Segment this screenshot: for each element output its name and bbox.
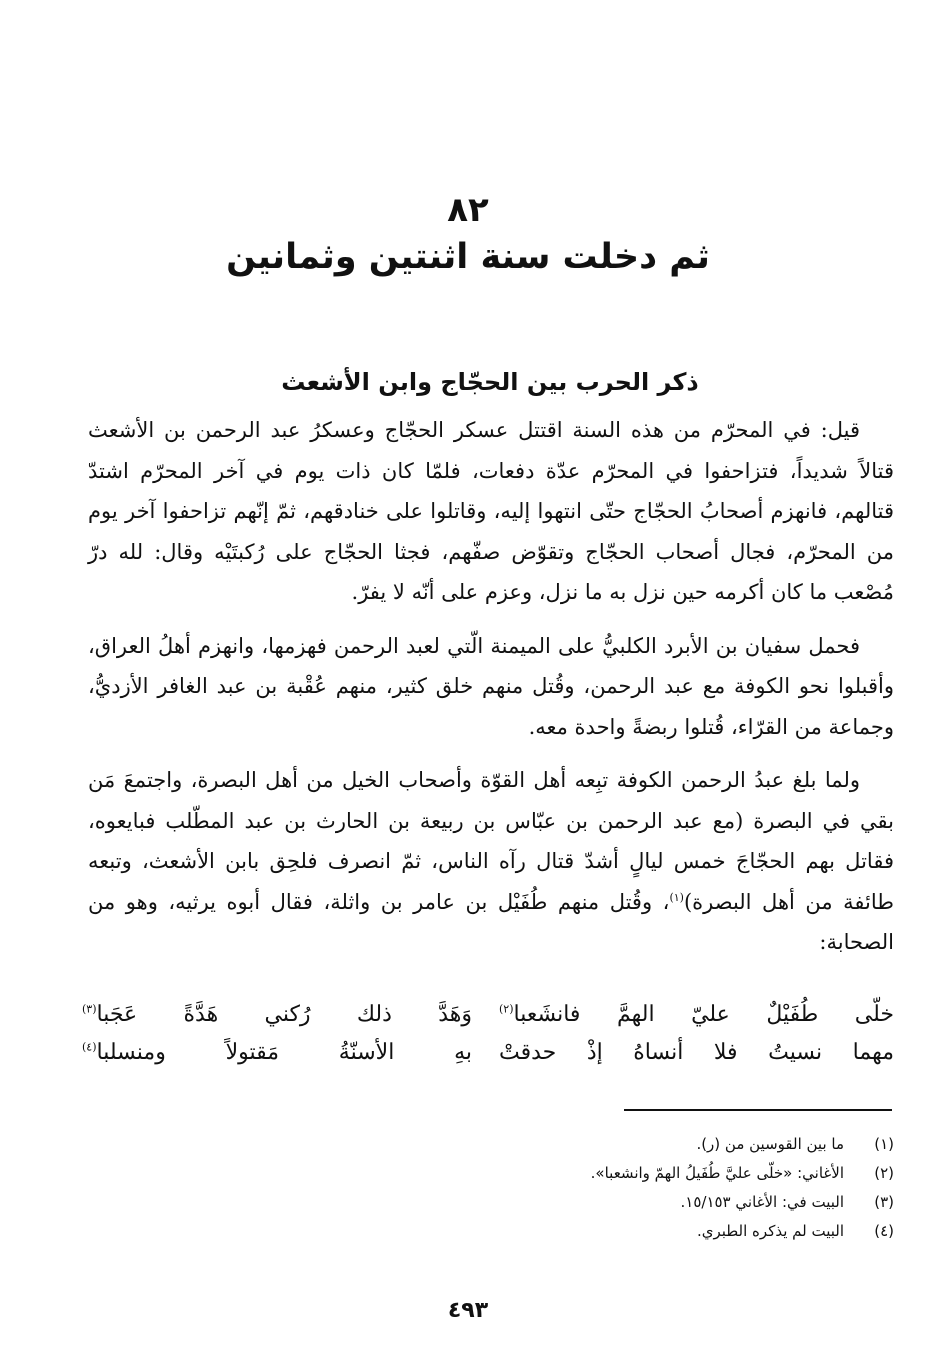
footnote-3 <box>300 1188 894 1217</box>
chapter-title: ثم دخلت سنة اثنتين وثمانين <box>226 237 710 277</box>
verse-2-first-text: مهما نسيتُ فلا أنساهُ إذْ حدقتْ <box>499 1040 894 1065</box>
footnote-number: (١) <box>874 1135 894 1153</box>
footnote-divider <box>624 1109 892 1111</box>
verse-2-second-text: بهِ الأسنّةُ مَقتولاً ومنسلبا <box>96 1040 472 1065</box>
verse-1-first-hemistich <box>499 995 894 1035</box>
footnote-4 <box>300 1217 894 1246</box>
verse-2-second-hemistich <box>82 1033 472 1073</box>
paragraph-1: قيل: في المحرّم من هذه السنة اقتتل عسكر الحجّاج وعسكرُ عبد الرحمن بن الأشعث قتالاً شديداً، فتزاحفوا في المحرّم عدّة دفعات، فلمّا كان ذات يوم في آخر المحرّم اشتدّ قتالهم، فانهزم أصحابُ الحجّاج حتّى انتهوا إليه، وقاتلوا على خنادقهم، ثمّ إنّهم تزاحفوا آخر يوم من المحرّم، فجال أصحاب الحجّاج وتقوّض صفّهم، فجثا الحجّاج على رُكبتَيْه وقال: لله درّ مُصْعب ما كان أكرمه حين نزل به ما نزل، وعزم على أنّه لا يفرّ. <box>88 418 894 604</box>
verse-1-second-hemistich <box>82 995 472 1035</box>
footnote-2 <box>300 1159 894 1188</box>
verse-1-first-text: خلّى طُفَيْلٌ عليّ الهمَّ فانشَعبا <box>513 1002 894 1027</box>
footnote-ref-2: (٢) <box>499 1002 514 1016</box>
paragraph-3-part-2: ، وقُتل منهم طُفَيْل بن عامر بن واثلة، فقال أبوه يرثيه، وهو من الصحابة: <box>88 889 894 954</box>
section-title: ذكر الحرب بين الحجّاج وابن الأشعث <box>281 368 699 396</box>
verse-2-first-hemistich <box>499 1033 894 1073</box>
footnote-number: (٢) <box>874 1164 894 1182</box>
footnote-ref-1: (١) <box>669 890 684 904</box>
footnote-text: البيت لم يذكره الطبري. <box>696 1222 844 1240</box>
footnote-text: الأغاني: «خلّى عليَّ طُفَيلُ الهمّ وانشعبا». <box>590 1164 844 1182</box>
verse-1-second-text: وَهَدَّ ذلك رُكني هَدَّةً عَجَبا <box>96 1002 472 1027</box>
footnote-ref-3: (٣) <box>82 1002 97 1016</box>
footnote-number: (٣) <box>874 1193 894 1211</box>
chapter-number: ٨٢ <box>447 190 489 230</box>
footnote-number: (٤) <box>874 1222 894 1240</box>
paragraph-3 <box>88 760 894 963</box>
paragraph-3-part-1: ولما بلغ عبدُ الرحمن الكوفة تبِعه أهل القوّة وأصحاب الخيل من أهل البصرة، واجتمعَ مَن بقي في البصرة (مع عبد الرحمن بن عبّاس بن ربيعة بن الحارث بن عبد المطّلب فبايعوه، فقاتل بهم الحجّاجَ خمس ليالٍ أشدّ قتال رآه الناس، ثمّ انصرف فلحِق بابن الأشعث، وتبعه طائفة من أهل البصرة) <box>88 768 894 914</box>
footnotes <box>300 1130 894 1246</box>
body-text <box>88 410 894 963</box>
footnote-text: البيت في: الأغاني ١٥/١٥٣. <box>680 1193 844 1211</box>
verse-line-2 <box>82 1033 894 1073</box>
footnote-text: ما بين القوسين من (ر). <box>696 1135 844 1153</box>
verse-line-1 <box>82 995 894 1035</box>
paragraph-2: فحمل سفيان بن الأبرد الكلبيُّ على الميمنة الّتي لعبد الرحمن فهزمها، وانهزم أهلُ العراق، وأقبلوا نحو الكوفة مع عبد الرحمن، وقُتل منهم خلق كثير، منهم عُقْبة بن عبد الغافر الأزديُّ، وجماعة من القرّاء، قُتلوا ربضةً واحدة معه. <box>88 633 894 739</box>
footnote-1 <box>300 1130 894 1159</box>
page-number: ٤٩٣ <box>447 1298 489 1323</box>
footnote-ref-4: (٤) <box>82 1040 97 1054</box>
